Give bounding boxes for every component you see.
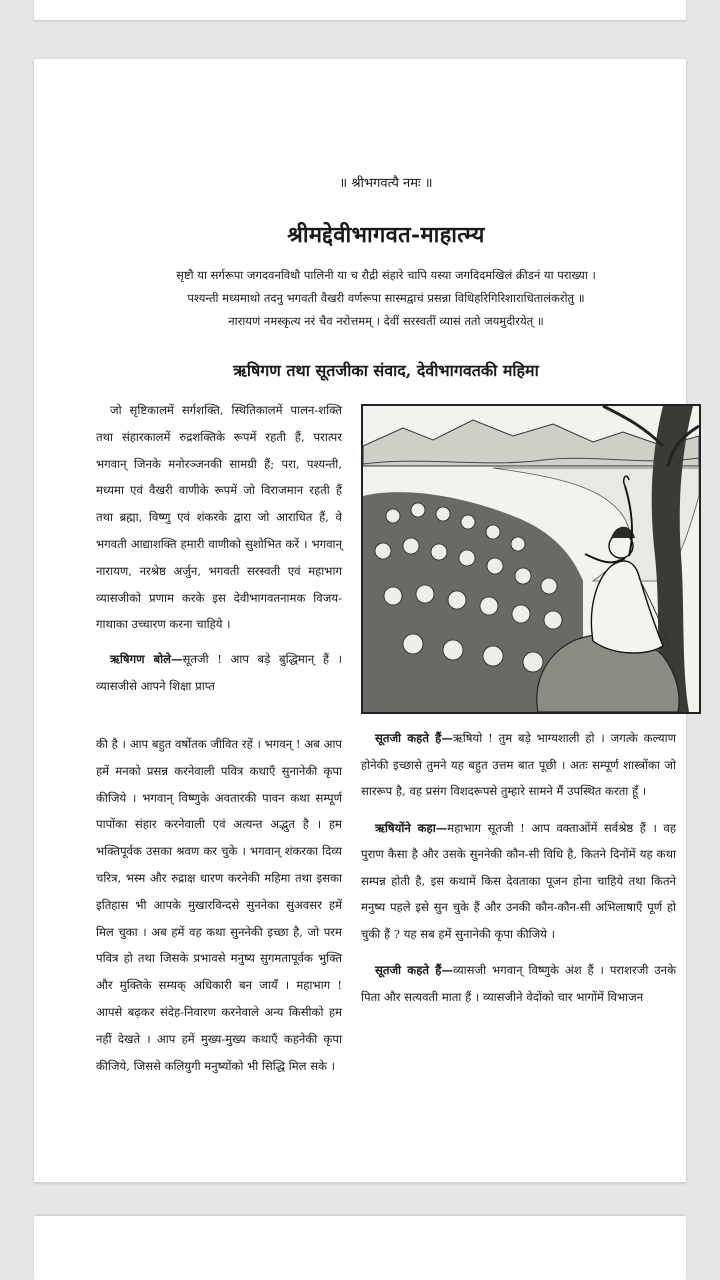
rishi-question-continued: की है । आप बहुत वर्षोतक जीवित रहें । भगवन् ! अब आप हमें मनको प्रसन्न करनेवाली पवित्र कथाएँ सुनानेकी कृपा कीजिये । भगवान् विष्णुके अवतारकी पावन कथा सम्पूर्ण पापोंका संहार करनेवाली एवं अत्यन्त अद्भुत है । हम भक्तिपूर्वक उसका श्रवण कर चुके । भगवान् शंकरका दिव्य चरित्र, भस्म और रुद्राक्ष धारण करनेकी महिमा तथा इसका इतिहास भी आपके मुखारविन्दसे सुननेका सुअवसर हमें मिल चुका । अब हमें वह कथा सुननेकी इच्छा है, जो परम पवित्र हो तथा जिसके प्रभावसे मनुष्य सुगमतापूर्वक भुक्ति और मुक्तिके सम्यक् अधिकारी बन जायँ । महाभाग ! आपसे बढ़कर संदेह-निवारण करनेवाले अन्य किसीको हम नहीं देखते । आप हमें मुख्य-मुख्य कथाएँ कहनेकी कृपा कीजिये, जिससे कलियुगी मनुष्योंको भी सिद्धि मिल सके । — [96, 737, 342, 1073]
paragraph-text: सूतजी ! आप बड़े बुद्धिमान् हैं । व्यासजीसे आपने शिक्षा प्राप्त — [96, 652, 342, 693]
page-title: श्रीमद्देवीभागवत-माहात्म्य — [287, 222, 485, 248]
speaker-label: ऋषिगण बोले— — [110, 652, 183, 667]
right-column — [361, 725, 676, 1010]
paragraph-text: महाभाग सूतजी ! आप वक्ताओंमें सर्वश्रेष्ठ हैं । वह पुराण कैसा है और उसके सुननेकी कौन-सी विधि है, कितने दिनोंमें यह कथा सम्पन्न होती है, इस कथामें किस देवताका पूजन होना चाहिये तथा कितने मनुष्य पहले इसे सुन चुके हैं और उनकी कौन-कौन-सी अभिलाषाएँ पूर्ण हो चुकी हैं ? यह सब हमें सुनानेकी कृपा कीजिये । — [361, 820, 676, 941]
rishi-question-2 — [361, 815, 676, 948]
paragraph-text: ऋषियो ! तुम बड़े भाग्यशाली हो । जगत्के कल्याण होनेकी इच्छासे तुमने यह बहुत उत्तम बात पूछी । अतः सम्पूर्ण शास्त्रोंका जो साररूप है, वह प्रसंग विशदरूपसे तुम्हारे सामने मैं उपस्थित करता हूँ । — [361, 731, 676, 798]
invocation-line: ॥ श्रीभगवत्यै नमः ॥ — [339, 176, 433, 191]
illustration-drawing — [363, 406, 699, 712]
verse-line-2: पश्यन्ती मध्यमाथो तदनु भगवती वैखरी वर्णरूपा सास्मद्वाचं प्रसन्ना विधिहरिगिरिशाराधितालंकरोतु ॥ — [187, 291, 585, 305]
section-heading: ऋषिगण तथा सूतजीका संवाद, देवीभागवतकी महिमा — [233, 361, 539, 380]
verse-line-3: नारायणं नमस्कृत्य नरं चैव नरोत्तमम् । देवीं सरस्वतीं व्यासं ततो जयमुदीरयेत् ॥ — [228, 314, 544, 328]
speaker-label: सूतजी कहते हैं— — [375, 731, 453, 745]
speaker-label: सूतजी कहते हैं— — [375, 963, 453, 977]
verse-line-1: सृष्टौ या सर्गरूपा जगदवनविधौ पालिनी या च रौद्री संहारे चापि यस्या जगदिदमखिलं क्रीडनं या पराख्या । — [176, 268, 596, 282]
intro-paragraph: जो सृष्टिकालमें सर्गशक्ति, स्थितिकालमें पालन-शक्ति तथा संहारकालमें रुद्रशक्तिके रूपमें रहती हैं, परात्पर भगवान् जिनके मनोरञ्जनकी सामग्री हैं; परा, पश्यन्ती, मध्यमा एवं वैखरी वाणीके रूपमें जो विराजमान रहती हैं तथा ब्रह्मा, विष्णु एवं शंकरके द्वारा जो आराधित हैं, वे भगवती आद्याशक्ति हमारी वाणीको सुशोभित करें । भगवान् नारायण, नरश्रेष्ठ अर्जुन, भगवती सरस्वती एवं महाभाग व्यासजीको प्रणाम करके इस देवीभागवतनामक विजय-गाथाका उच्चारण करना चाहिये । — [96, 403, 342, 632]
previous-page-edge — [34, 0, 686, 20]
next-page-edge — [34, 1216, 686, 1280]
speaker-label: ऋषियोंने कहा— — [375, 820, 448, 835]
sage-assembly-illustration — [361, 404, 701, 714]
rishi-question-start — [96, 646, 342, 700]
left-column-continued — [96, 731, 342, 1079]
suta-reply-2 — [361, 957, 676, 1010]
opening-verses — [96, 264, 676, 333]
paragraph-text: व्यासजी भगवान् विष्णुके अंश हैं । पराशरजी उनके पिता और सत्यवती माता हैं । व्यासजीने वेदोंको चार भागोंमें विभाजन — [361, 963, 676, 1004]
left-column — [96, 397, 342, 700]
scanned-page — [34, 59, 686, 1182]
suta-reply-1 — [361, 725, 676, 805]
